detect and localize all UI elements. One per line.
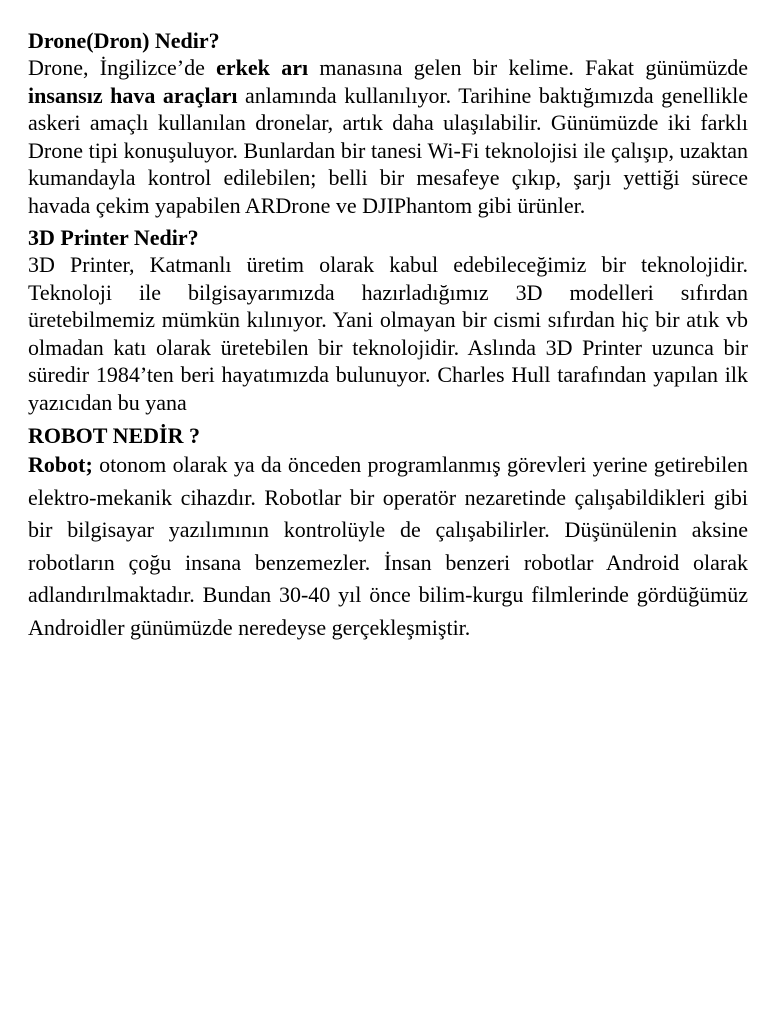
document-page: [28, 27, 748, 644]
body-run-bold: erkek arı: [216, 55, 309, 80]
section-robot: [28, 422, 748, 644]
section-body-3d-printer: [28, 251, 748, 416]
body-run: Drone, İngilizce’de: [28, 55, 217, 80]
section-drone: [28, 27, 748, 219]
body-run-bold: insansız hava araçları: [28, 82, 238, 108]
body-run: manasına gelen bir kelime. Fakat günümüzde: [308, 55, 748, 80]
section-body-robot: [28, 449, 748, 644]
section-heading-robot: ROBOT NEDİR ?: [28, 423, 200, 448]
section-heading-3d-printer: 3D Printer Nedir?: [28, 225, 199, 250]
body-run: anlamında kullanılıyor. Tarihine baktığımızda genellikle askeri amaçlı kullanılan dronelar, artık daha ulaşılabilir. Günümüzde iki farklı Drone tipi konuşuluyor. Bunlardan bir tanesi Wi-Fi teknolojisi ile çalışıp, uzaktan kumandayla kontrol edilebilen; belli bir mesafeye çıkıp, şarjı yettiği sürece havada çekim yapabilen ARDrone ve DJIPhantom gibi ürünler.: [28, 82, 748, 218]
body-run-bold: Robot;: [28, 452, 93, 477]
section-body-drone: [28, 54, 748, 219]
section-3d-printer: [28, 224, 748, 416]
section-heading-drone: Drone(Dron) Nedir?: [28, 28, 220, 53]
body-run: otonom olarak ya da önceden programlanmış görevleri yerine getirebilen elektro-mekanik cihazdır. Robotlar bir operatör nezaretinde çalışabildikleri gibi bir bilgisayar yazılımının kontrolüyle de çalışabilirler. Düşünülenin aksine robotların çoğu insana benzemezler. İnsan benzeri robotlar Android olarak adlandırılmaktadır. Bundan 30-40 yıl önce bilim-kurgu filmlerinde gördüğümüz Androidler günümüzde neredeyse gerçekleşmiştir.: [28, 452, 748, 640]
body-run: 3D Printer, Katmanlı üretim olarak kabul edebileceğimiz bir teknolojidir. Teknoloji ile bilgisayarımızda hazırladığımız 3D modelleri sıfırdan üretebilmemiz mümkün kılınıyor. Yani olmayan bir cismi sıfırdan hiç bir atık vb olmadan katı olarak üretebilen bir teknolojidir. Aslında 3D Printer uzunca bir süredir 1984’ten beri hayatımızda bulunuyor. Charles Hull tarafından yapılan ilk yazıcıdan bu yana: [28, 252, 748, 415]
